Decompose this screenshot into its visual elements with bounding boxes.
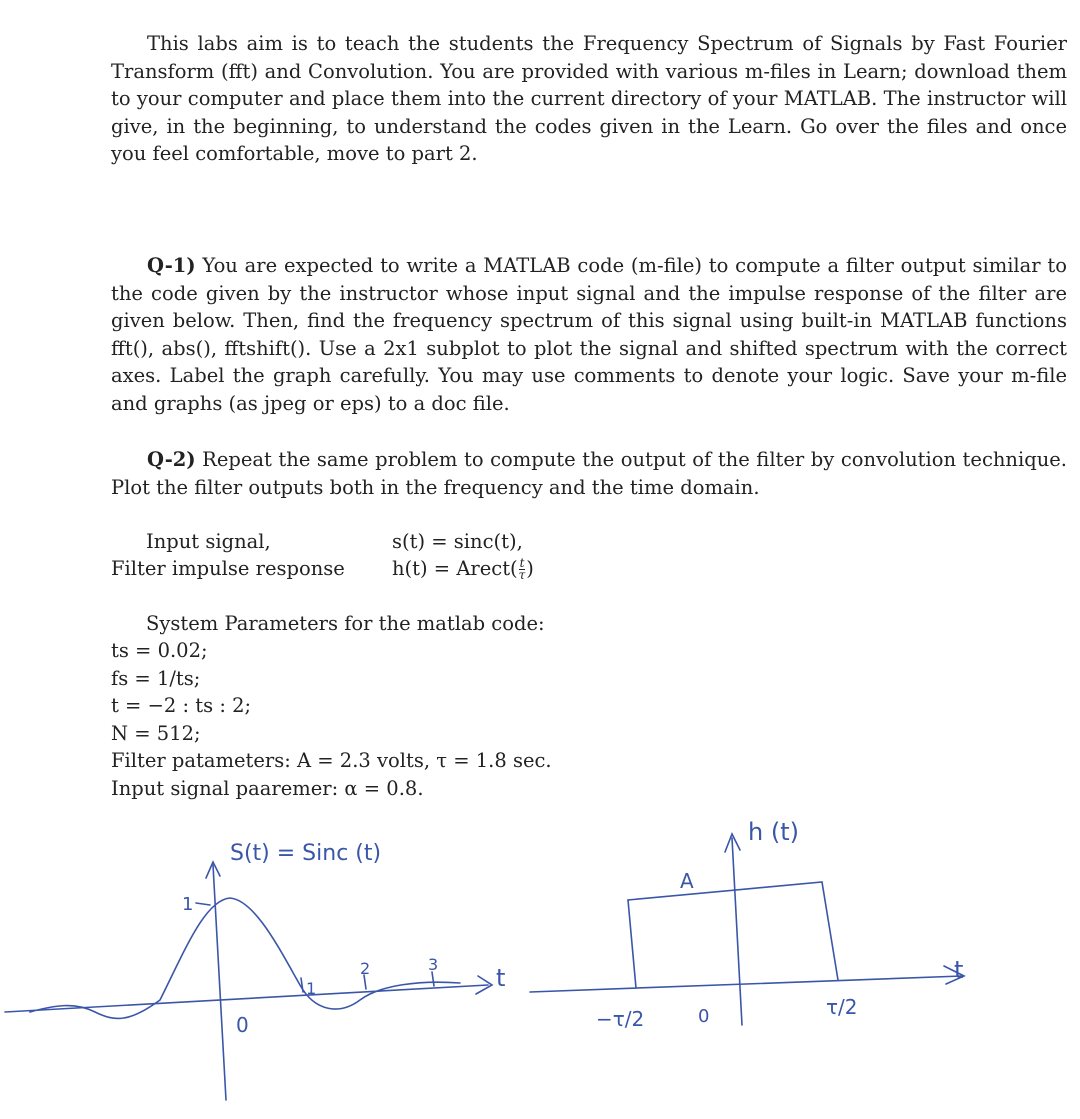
sinc-tick-label-1: 1 bbox=[306, 979, 317, 998]
params-list bbox=[111, 637, 552, 802]
input-signal-equation: s(t) = sinc(t), bbox=[392, 530, 523, 553]
rect-left-edge-label: −τ/2 bbox=[596, 1007, 645, 1031]
sinc-tick-3 bbox=[432, 972, 434, 986]
rect-right-edge-label: τ/2 bbox=[826, 995, 858, 1019]
rect-title: h (t) bbox=[748, 818, 799, 846]
rect-sketch bbox=[530, 834, 964, 1025]
filter-response-equation bbox=[392, 555, 534, 582]
sinc-peak-label: 1 bbox=[182, 894, 194, 915]
hand-sketches bbox=[0, 800, 1080, 1119]
rect-time-axis bbox=[530, 976, 962, 992]
question-2-label: Q-2) bbox=[147, 448, 196, 471]
rect-axis-label: t bbox=[954, 956, 964, 984]
rect-origin-label: 0 bbox=[698, 1006, 710, 1027]
sinc-tick-label-3: 3 bbox=[428, 955, 439, 974]
param-fs: fs = 1/ts; bbox=[111, 666, 201, 690]
question-1 bbox=[111, 252, 1067, 417]
t-over-tau-fraction: $\frac{t}{\tau}$ bbox=[518, 556, 526, 582]
intro-paragraph: This labs aim is to teach the students the Frequency Spectrum of Signals by Fast Fourier Transform (fft) and Convolution. You are provided with various m-files in Learn; download them to your computer and place them into the current directory of your MATLAB. The instructor will give, in the beginning, to understand the codes given in the Learn. Go over the files and once you feel comfortable, move to part 2. bbox=[111, 32, 1067, 165]
input-signal-label: Input signal, bbox=[146, 530, 271, 553]
filter-response-label: Filter impulse response bbox=[111, 557, 345, 580]
rect-pulse bbox=[628, 882, 838, 988]
sinc-title: S(t) = Sinc (t) bbox=[230, 841, 382, 866]
params-heading: System Parameters for the matlab code: bbox=[146, 612, 545, 635]
question-2 bbox=[111, 446, 1067, 501]
input-params: Input signal paaremer: α = 0.8. bbox=[111, 776, 424, 800]
sinc-time-axis bbox=[5, 985, 488, 1012]
sinc-tick-1 bbox=[301, 978, 303, 992]
filter-eq-prefix: h(t) = Arect( bbox=[392, 557, 518, 580]
question-1-label: Q-1) bbox=[147, 254, 196, 277]
rect-amplitude-axis bbox=[732, 838, 742, 1025]
filter-eq-suffix: ) bbox=[526, 557, 534, 580]
sinc-axis-label: t bbox=[496, 964, 506, 992]
sinc-tick-label-2: 2 bbox=[360, 959, 371, 978]
sinc-peak-tick bbox=[196, 903, 210, 905]
question-1-text: You are expected to write a MATLAB code (m-file) to compute a filter output similar to the code given by the instructor whose input signal and the impulse response of the filter are given below. Then, find the frequency spectrum of this signal using built-in MATLAB functions fft(), abs(), fftshift(). Use a 2x1 subplot to plot the signal and shifted spectrum with the correct axes. Label the graph carefully. You may use comments to denote your logic. Save your m-file and graphs (as jpeg or eps) to a doc file. bbox=[111, 254, 1067, 415]
param-ts: ts = 0.02; bbox=[111, 639, 208, 662]
param-n: N = 512; bbox=[111, 721, 201, 745]
sinc-curve bbox=[30, 898, 460, 1018]
question-2-text: Repeat the same problem to compute the output of the filter by convolution technique. Plot the filter outputs both in the frequency and the time domain. bbox=[111, 448, 1067, 499]
sinc-sketch bbox=[5, 862, 492, 1100]
rect-amp-label: A bbox=[680, 869, 694, 893]
filter-params: Filter patameters: A = 2.3 volts, τ = 1.8 sec. bbox=[111, 749, 552, 772]
param-t: t = −2 : ts : 2; bbox=[111, 694, 252, 717]
sinc-origin-label: 0 bbox=[236, 1013, 249, 1037]
